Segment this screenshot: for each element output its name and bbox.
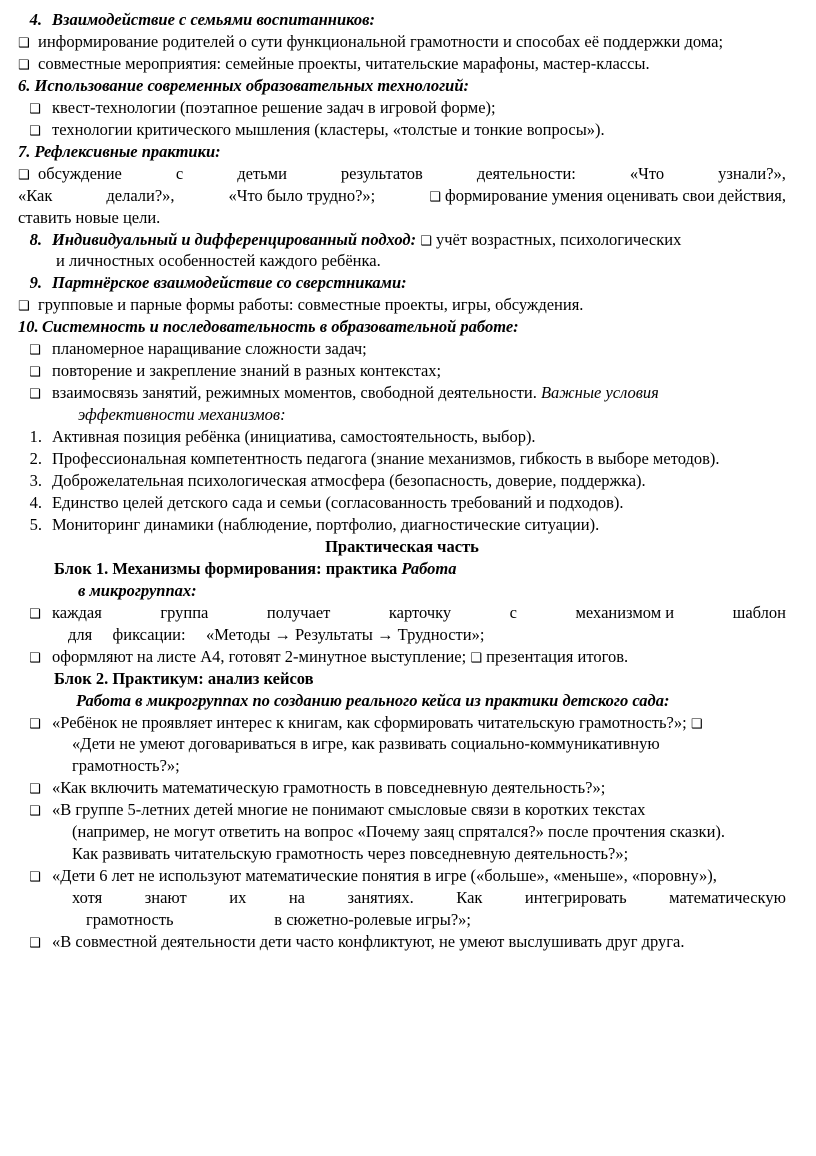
list-item	[18, 427, 786, 448]
list-item-text: информирование родителей о сути функциональной грамотности и способах её поддержки дома;	[38, 31, 724, 51]
square-bullet-icon: ❑	[29, 870, 41, 886]
case-text: «В группе 5-летних детей многие не понимают смысловые связи в коротких текстах	[52, 800, 646, 820]
list-item-text: Единство целей детского сада и семьи (согласованность требований и подходов).	[52, 492, 624, 512]
heading-text: Системность и последовательность в образовательной работе:	[42, 317, 519, 337]
case-continuation: «Дети не умеют договариваться в игре, как развивать социально-коммуникативную	[72, 734, 660, 754]
list-item-continuation: для фиксации: «Методы → Результаты → Трудности»;	[68, 624, 485, 644]
list-item-text-line1: обсуждение с детьми результатов деятельности: «Что узнали?»,	[38, 163, 786, 183]
list-item-text: оформляют на листе А4, готовят 2-минутное выступление;	[52, 646, 467, 666]
case-continuation: хотя знают их на занятиях. Как интегрировать математическую	[72, 888, 786, 908]
heading-number: 4.	[29, 10, 42, 29]
list-item	[18, 98, 786, 119]
list-item-text: планомерное наращивание сложности задач;	[52, 339, 367, 359]
heading-section-9	[18, 273, 786, 294]
block2-heading: Блок 2. Практикум: анализ кейсов	[54, 668, 314, 688]
list-item	[18, 493, 786, 514]
square-bullet-icon: ❑	[29, 716, 41, 732]
heading-number: 8.	[29, 229, 42, 249]
heading-section-7	[18, 142, 786, 163]
list-item-number: 2.	[29, 449, 42, 469]
list-item	[18, 471, 786, 492]
list-item	[18, 800, 786, 821]
list-item-text: Мониторинг динамики (наблюдение, портфолио, диагностические ситуации).	[52, 514, 600, 534]
heading-text: Индивидуальный и дифференцированный подход:	[52, 229, 417, 249]
list-item-number: 5.	[29, 514, 42, 534]
square-bullet-icon: ❑	[29, 387, 41, 403]
square-bullet-icon: ❑	[29, 606, 41, 622]
list-item	[18, 449, 786, 470]
list-item-text: повторение и закрепление знаний в разных контекстах;	[52, 361, 442, 381]
heading-section-8	[18, 230, 786, 251]
block1-heading-continuation: в микрогруппах:	[78, 580, 197, 600]
square-bullet-icon: ❑	[29, 365, 41, 381]
square-bullet-icon: ❑	[29, 101, 41, 117]
heading-text: Партнёрское взаимодействие со сверстниками:	[52, 273, 407, 293]
list-item	[18, 54, 786, 75]
list-item-text: Доброжелательная психологическая атмосфера (безопасность, доверие, поддержка).	[52, 471, 646, 491]
list-item	[18, 383, 786, 404]
list-item	[18, 295, 786, 316]
list-item-emphasis: Важные условия	[540, 383, 659, 403]
square-bullet-icon: ❑	[29, 804, 41, 820]
list-item-text-cont: презентация итогов.	[486, 646, 629, 666]
heading-after-text: учёт возрастных, психологических	[436, 229, 682, 249]
heading-section-10	[18, 317, 786, 338]
block1-heading-after: Работа	[401, 558, 457, 578]
block1-heading-text: Блок 1. Механизмы формирования: практика	[54, 558, 398, 578]
square-bullet-icon: ❑	[29, 123, 41, 139]
square-bullet-icon: ❑	[429, 189, 441, 205]
list-item-number: 3.	[29, 471, 42, 491]
list-item-number: 1.	[29, 427, 42, 447]
case-text: «Как включить математическую грамотность в повседневную деятельность?»;	[52, 778, 606, 798]
square-bullet-icon: ❑	[18, 57, 30, 73]
list-item-text: Профессиональная компетентность педагога (знание механизмов, гибкость в выборе методов).	[52, 449, 720, 469]
case-text: «Дети 6 лет не используют математические понятия в игре («больше», «меньше», «поровну»),	[52, 866, 717, 886]
list-item-continuation: «Как делали?», «Что было трудно?»; ❑ формирование умения оценивать свои действия,	[18, 185, 786, 205]
list-item-continuation: эффективности механизмов:	[78, 405, 286, 425]
list-item-text: групповые и парные формы работы: совместные проекты, игры, обсуждения.	[38, 295, 584, 315]
list-item	[18, 932, 786, 953]
square-bullet-icon: ❑	[420, 233, 432, 249]
heading-number: 6.	[18, 75, 31, 95]
block2-subheading: Работа в микрогруппах по созданию реального кейса из практики детского сада:	[76, 690, 670, 710]
square-bullet-icon: ❑	[470, 650, 482, 666]
list-item	[18, 515, 786, 536]
list-item-text: квест-технологии (поэтапное решение задач в игровой форме);	[52, 97, 496, 117]
heading-section-4	[18, 10, 786, 31]
list-item-text: каждая группа получает карточку с механизмом и шаблон	[52, 602, 786, 622]
square-bullet-icon: ❑	[29, 936, 41, 952]
list-item-text: технологии критического мышления (кластеры, «толстые и тонкие вопросы»).	[52, 119, 605, 139]
heading-section-6	[18, 76, 786, 97]
block1-heading	[18, 559, 786, 580]
square-bullet-icon: ❑	[29, 650, 41, 666]
list-item	[18, 647, 786, 668]
heading-continuation: и личностных особенностей каждого ребёнка.	[56, 251, 381, 271]
heading-number: 9.	[29, 273, 42, 293]
heading-number: 7.	[18, 141, 31, 161]
list-item-text: взаимосвязь занятий, режимных моментов, свободной деятельности.	[52, 383, 537, 403]
list-item	[18, 866, 786, 887]
square-bullet-icon: ❑	[29, 782, 41, 798]
list-item-number: 4.	[29, 492, 42, 512]
case-continuation: грамотность в сюжетно-ролевые игры?»;	[86, 910, 471, 930]
list-item	[18, 603, 786, 624]
heading-text: Использование современных образовательных технологий:	[34, 75, 470, 95]
list-item-continuation: ставить новые цели.	[18, 207, 161, 227]
square-bullet-icon: ❑	[18, 299, 30, 315]
practical-part-title: Практическая часть	[325, 536, 479, 556]
case-continuation: (например, не могут ответить на вопрос «Почему заяц спрятался?» после прочтения сказки).	[72, 822, 726, 842]
heading-number: 10.	[18, 317, 39, 337]
case-text: «В совместной деятельности дети часто конфликтуют, не умеют выслушивать друг друга.	[52, 932, 685, 952]
list-item	[18, 164, 786, 185]
list-item	[18, 778, 786, 799]
case-continuation: грамотность?»;	[72, 756, 180, 776]
list-item	[18, 361, 786, 382]
list-item	[18, 713, 786, 734]
square-bullet-icon: ❑	[29, 343, 41, 359]
list-item	[18, 339, 786, 360]
square-bullet-icon: ❑	[18, 35, 30, 51]
case-continuation: Как развивать читательскую грамотность через повседневную деятельность?»;	[72, 844, 629, 864]
square-bullet-icon: ❑	[18, 167, 30, 183]
list-item	[18, 120, 786, 141]
list-item	[18, 32, 786, 53]
list-item-text: Активная позиция ребёнка (инициатива, самостоятельность, выбор).	[52, 427, 536, 447]
list-item-text: совместные мероприятия: семейные проекты, читательские марафоны, мастер-классы.	[38, 53, 650, 73]
square-bullet-icon: ❑	[690, 716, 703, 732]
case-text: «Ребёнок не проявляет интерес к книгам, как сформировать читательскую грамотность?»;	[52, 712, 687, 732]
heading-text: Рефлексивные практики:	[34, 141, 221, 161]
heading-text: Взаимодействие с семьями воспитанников:	[52, 10, 375, 29]
